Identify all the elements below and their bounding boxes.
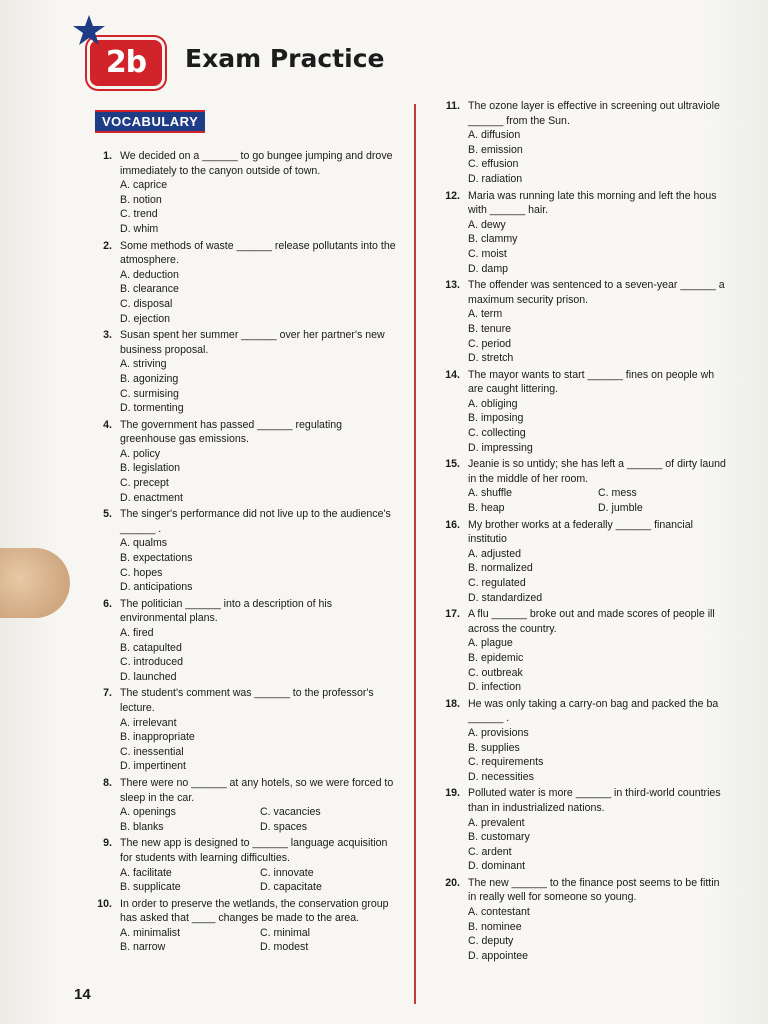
answer-option: D. jumble: [598, 502, 643, 515]
answer-option: D. necessities: [468, 770, 534, 783]
question-stem: Polluted water is more ______ in third-world countries than in industrialized nations.: [468, 787, 721, 814]
question: [92, 507, 400, 595]
question-number: 17.: [445, 608, 460, 621]
question: [440, 368, 728, 456]
answer-option: A. adjusted: [468, 547, 522, 560]
answer-options: [120, 447, 400, 505]
answer-option: D. impertinent: [120, 760, 186, 773]
answer-option: B. catapulted: [120, 641, 182, 654]
question-stem: The ozone layer is effective in screening out ultraviole ______ from the Sun.: [468, 100, 720, 127]
answer-option: D. launched: [120, 670, 177, 683]
answer-options: [468, 218, 728, 276]
question: [92, 897, 400, 955]
answer-option: B. emission: [468, 143, 523, 156]
answer-option: C. surmising: [120, 387, 179, 400]
question: [92, 836, 400, 894]
question-stem: In order to preserve the wetlands, the conservation group has asked that ____ changes be made to the area.: [120, 897, 389, 925]
question-number: 10.: [97, 897, 112, 910]
column-divider: [414, 104, 416, 1004]
answer-options: [120, 805, 400, 834]
answer-option: B. epidemic: [468, 651, 524, 664]
answer-option: B. legislation: [120, 462, 181, 475]
question-stem: There were no ______ at any hotels, so we were forced to sleep in the car.: [120, 776, 394, 804]
question-stem: The new ______ to the finance post seems to be fittin in really well for someone so young.: [468, 876, 720, 904]
answer-option: D. modest: [260, 941, 309, 954]
answer-option: A. caprice: [120, 179, 168, 192]
answer-options: [468, 307, 728, 365]
question-number: 20.: [445, 876, 460, 889]
answer-option: C. ardent: [468, 845, 512, 858]
question: [92, 776, 400, 834]
answer-option: D. radiation: [468, 172, 523, 185]
answer-option: C. innovate: [260, 866, 314, 879]
answer-option: A. striving: [120, 358, 167, 371]
question: [440, 697, 728, 785]
thumb-shadow: [0, 548, 70, 618]
page-number: 14: [74, 986, 91, 1003]
answer-option: C. inessential: [120, 745, 184, 758]
answer-option: B. inappropriate: [120, 731, 195, 744]
star-icon: [72, 14, 106, 48]
question-number: 16.: [445, 518, 460, 531]
question: [440, 457, 728, 515]
answer-option: C. mess: [598, 487, 637, 500]
answer-option: B. normalized: [468, 562, 533, 575]
answer-option: D. stretch: [468, 352, 514, 365]
answer-option: C. deputy: [468, 935, 514, 948]
question-stem: The government has passed ______ regulating greenhouse gas emissions.: [120, 418, 343, 446]
answer-option: B. clammy: [468, 233, 518, 246]
answer-option: B. agonizing: [120, 372, 179, 385]
answer-options: [468, 816, 728, 874]
question-stem: We decided on a ______ to go bungee jumping and drove immediately to the canyon outside of town.: [120, 150, 393, 177]
question-number: 7.: [103, 687, 112, 700]
question-number: 11.: [445, 100, 460, 112]
question-stem: The new app is designed to ______ language acquisition for students with learning difficulties.: [120, 837, 388, 864]
answer-option: A. shuffle: [468, 487, 512, 500]
answer-option: D. tormenting: [120, 402, 184, 415]
answer-option: A. term: [468, 308, 503, 321]
question-number: 19.: [445, 787, 460, 800]
answer-option: C. precept: [120, 477, 169, 490]
question: [440, 518, 728, 606]
answer-option: C. collecting: [468, 427, 526, 440]
answer-option: B. supplies: [468, 741, 520, 754]
question-number: 12.: [445, 189, 460, 202]
question: [92, 328, 400, 416]
answer-option: A. policy: [120, 447, 161, 460]
question: [92, 239, 400, 327]
answer-option: A. deduction: [120, 268, 179, 281]
question-stem: The politician ______ into a description of his environmental plans.: [120, 597, 333, 625]
left-column: [92, 149, 400, 957]
question-stem: A flu ______ broke out and made scores of people ill across the country.: [468, 608, 715, 635]
question-stem: The offender was sentenced to a seven-year ______ a maximum security prison.: [468, 279, 725, 306]
answer-options: [120, 268, 400, 326]
answer-option: D. whim: [120, 222, 159, 235]
answer-option: A. provisions: [468, 726, 529, 739]
question-number: 6.: [103, 597, 112, 610]
question: [440, 607, 728, 695]
question-number: 13.: [445, 279, 460, 292]
question-stem: The student's comment was ______ to the professor's lecture.: [120, 687, 374, 714]
answer-option: D. dominant: [468, 860, 526, 873]
answer-option: B. imposing: [468, 412, 524, 425]
question-stem: Jeanie is so untidy; she has left a ______ of dirty laund in the middle of her room.: [468, 458, 726, 485]
answer-options: [468, 636, 728, 694]
answer-option: D. enactment: [120, 491, 184, 504]
answer-option: C. moist: [468, 247, 507, 260]
answer-option: A. facilitate: [120, 866, 172, 879]
question: [92, 686, 400, 774]
answer-option: D. impressing: [468, 441, 533, 454]
answer-option: C. outbreak: [468, 666, 523, 679]
question-number: 5.: [103, 508, 112, 521]
question: [440, 99, 728, 187]
answer-option: C. trend: [120, 208, 158, 221]
question-number: 8.: [103, 776, 112, 789]
answer-option: A. fired: [120, 627, 154, 639]
right-column: [440, 99, 728, 965]
answer-option: D. damp: [468, 262, 509, 275]
answer-option: B. supplicate: [120, 881, 181, 894]
answer-option: D. appointee: [468, 949, 529, 962]
answer-option: C. effusion: [468, 158, 519, 171]
answer-option: B. blanks: [120, 820, 164, 833]
answer-options: [468, 905, 728, 963]
answer-option: A. diffusion: [468, 129, 521, 142]
answer-option: C. vacancies: [260, 806, 321, 819]
answer-options: [468, 726, 728, 784]
answer-option: B. tenure: [468, 322, 511, 335]
answer-options: [468, 128, 728, 186]
answer-option: D. ejection: [120, 312, 171, 325]
answer-option: A. dewy: [468, 218, 506, 231]
answer-option: D. standardized: [468, 591, 543, 604]
question-number: 14.: [445, 368, 460, 381]
answer-option: C. disposal: [120, 297, 173, 310]
answer-option: A. obliging: [468, 397, 518, 410]
question: [92, 149, 400, 237]
question: [92, 597, 400, 685]
answer-options: [468, 547, 728, 605]
answer-option: A. prevalent: [468, 816, 525, 829]
section-label: VOCABULARY: [95, 110, 205, 133]
answer-option: A. openings: [120, 806, 176, 819]
question-number: 9.: [103, 837, 112, 850]
answer-options: [120, 926, 400, 955]
question-number: 4.: [103, 418, 112, 431]
question-stem: Susan spent her summer ______ over her partner's new business proposal.: [120, 329, 385, 356]
answer-option: C. hopes: [120, 566, 163, 579]
answer-options: [120, 357, 400, 415]
question-number: 1.: [103, 150, 112, 162]
question-number: 3.: [103, 329, 112, 342]
answer-options: [468, 397, 728, 455]
answer-option: D. capacitate: [260, 881, 322, 894]
answer-option: C. requirements: [468, 756, 544, 769]
answer-option: D. infection: [468, 681, 521, 694]
question-number: 18.: [445, 697, 460, 710]
answer-option: B. customary: [468, 831, 530, 844]
question-number: 15.: [445, 458, 460, 471]
question: [440, 876, 728, 964]
answer-options: [120, 536, 400, 594]
answer-options: [120, 716, 400, 774]
answer-option: B. heap: [468, 502, 505, 515]
answer-options: [120, 178, 400, 236]
answer-option: C. minimal: [260, 926, 311, 939]
answer-option: C. regulated: [468, 577, 526, 589]
question: [440, 189, 728, 277]
question-stem: The mayor wants to start ______ fines on people wh are caught littering.: [468, 368, 715, 396]
answer-option: D. spaces: [260, 820, 308, 833]
answer-option: B. notion: [120, 193, 162, 206]
answer-option: A. plague: [468, 637, 513, 650]
question-stem: He was only taking a carry-on bag and packed the ba ______ .: [468, 697, 719, 725]
answer-option: C. period: [468, 337, 511, 350]
question-stem: The singer's performance did not live up to the audience's ______ .: [120, 508, 391, 535]
answer-option: A. irrelevant: [120, 716, 177, 729]
question: [440, 278, 728, 366]
question: [92, 418, 400, 506]
answer-option: B. expectations: [120, 552, 193, 565]
answer-options: [120, 626, 400, 684]
question-stem: Some methods of waste ______ release pollutants into the atmosphere.: [120, 239, 396, 267]
answer-options: [120, 866, 400, 895]
answer-option: B. clearance: [120, 283, 179, 296]
answer-option: A. qualms: [120, 537, 168, 550]
unit-badge-label: 2b: [105, 45, 147, 80]
question: [440, 786, 728, 874]
answer-option: C. introduced: [120, 656, 184, 669]
page-title: Exam Practice: [185, 44, 385, 73]
answer-options: [468, 486, 728, 515]
question-stem: My brother works at a federally ______ financial institutio: [468, 518, 693, 546]
answer-option: D. anticipations: [120, 581, 193, 594]
answer-option: A. minimalist: [120, 926, 181, 939]
answer-option: B. narrow: [120, 941, 166, 954]
answer-option: A. contestant: [468, 906, 530, 919]
answer-option: B. nominee: [468, 920, 522, 933]
question-number: 2.: [103, 239, 112, 252]
question-stem: Maria was running late this morning and left the hous with ______ hair.: [468, 189, 717, 217]
